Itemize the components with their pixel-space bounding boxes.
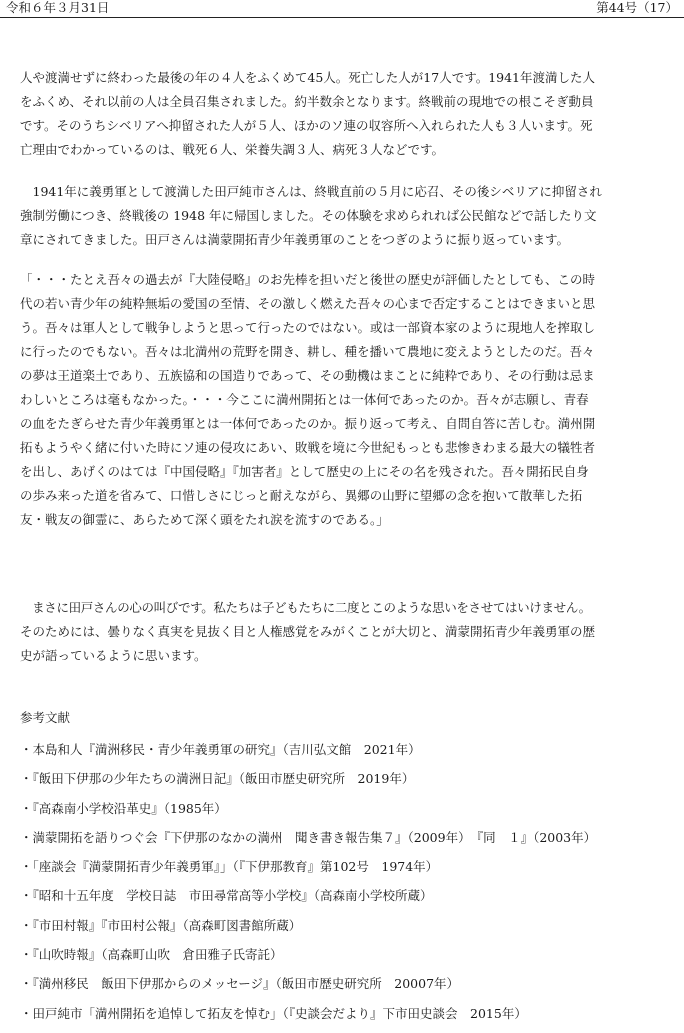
references-heading: 参考文献 (20, 710, 71, 725)
text-line: に行ったのでもない。吾々は北満州の荒野を開き、耕し、種を播いて農地に変えようとしたのだ。吾々 (20, 344, 595, 359)
text-line: 「・・・たとえ吾々の過去が『大陸侵略』のお先棒を担いだと後世の歴史が評価したとしても、この時 (20, 272, 596, 287)
paragraph-conclusion (20, 596, 672, 668)
reference-item: ・「座談会『満蒙開拓青少年義勇軍』」（『下伊那教育』第102号 1974年） (20, 859, 439, 875)
header-divider (0, 17, 684, 18)
paragraph-tado-quote (20, 268, 672, 532)
text-line: を出し、あげくのはては『中国侵略』『加害者』として歴史の上にその名を残された。吾々開拓民自身 (20, 464, 589, 479)
text-line: 章にされてきました。田戸さんは満蒙開拓青少年義勇軍のことをつぎのように振り返っています。 (20, 232, 570, 247)
text-line: まさに田戸さんの心の叫びです。私たちは子どもたちに二度とこのような思いをさせてはいけません。 (20, 600, 591, 615)
reference-item: ・本島和人『満洲移民・青少年義勇軍の研究』（吉川弘文館 2021年） (20, 742, 421, 757)
text-line: う。吾々は軍人として戦争しようと思って行ったのではない。或は一部資本家のように現地人を搾取し (20, 320, 596, 335)
text-line: わしいところは毫もなかった。・・・今ここに満州開拓とは一体何であったのか。吾々が志願し、青春 (20, 392, 589, 407)
reference-item: ・田戸純市「満州開拓を追悼して拓友を悼む」（『史談会だより』下市田史談会 2015年） (20, 1005, 527, 1021)
reference-item: ・満蒙開拓を語りつぐ会『下伊那のなかの満州 聞き書き報告集７』（2009年） 『同 １』（2003年） (20, 829, 597, 845)
page-header (0, 0, 684, 16)
reference-item: ・『昭和十五年度 学校日誌 市田尋常高等小学校』（高森南小学校所蔵） (20, 888, 433, 904)
text-line: 史が語っているように思います。 (20, 648, 207, 663)
text-line: の夢は王道楽土であり、五族協和の国造りであって、その動機はまことに純粋であり、その行動は忌ま (20, 368, 595, 383)
paragraph-tado-introduction (20, 180, 672, 252)
text-line: 人や渡満せずに終わった最後の年の４人をふくめて45人。死亡した人が17人です。1941年渡満した人 (20, 70, 595, 85)
reference-item: ・『高森南小学校沿革史』（1985年） (20, 800, 227, 816)
text-line: 1941年に義勇軍として渡満した田戸純市さんは、終戦直前の５月に応召、その後シベリアに抑留され (20, 184, 602, 199)
reference-item: ・『満州移民 飯田下伊那からのメッセージ』（飯田市歴史研究所 20007年） (20, 976, 460, 992)
header-date: 令和６年３月31日 (6, 0, 110, 15)
text-line: をふくめ、それ以前の人は全員召集されました。約半数余となります。終戦前の現地での根こそぎ動員 (20, 94, 594, 109)
text-line: 亡理由でわかっているのは、戦死６人、栄養失調３人、病死３人などです。 (20, 142, 445, 157)
paragraph-survey-results (20, 66, 672, 162)
text-line: の歩み来った道を省みて、口惜しさにじっと耐えながら、異郷の山野に望郷の念を抱いて散華した拓 (20, 488, 583, 503)
text-line: 代の若い青少年の純粋無垢の愛国の至情、その激しく燃えた吾々の心まで否定することはできまいと思 (20, 296, 596, 311)
text-line: です。そのうちシベリアへ抑留された人が５人、ほかのソ連の収容所へ入れられた人も３人います。死 (20, 118, 593, 133)
text-line: の血をたぎらせた青少年義勇軍とは一体何であったのか。振り返って考え、自問自答に苦しむ。満州開 (20, 416, 596, 431)
text-line: そのためには、曇りなく真実を見抜く目と人権感覚をみがくことが大切と、満蒙開拓青少年義勇軍の歴 (20, 624, 596, 639)
text-line: 拓もようやく緒に付いた時にソ連の侵攻にあい、敗戦を境に今世紀もっとも悲惨きわまる最大の犠牲者 (20, 440, 596, 455)
reference-item: ・『市田村報』『市田村公報』（高森町図書館所蔵） (20, 917, 302, 933)
reference-item: ・『飯田下伊那の少年たちの満洲日記』（飯田市歴史研究所 2019年） (20, 771, 415, 787)
references-list (20, 740, 672, 1033)
text-line: 友・戦友の御霊に、あらためて深く頭をたれ涙を流すのである。」 (20, 512, 389, 527)
header-issue-number: 第44号（17） (596, 0, 678, 15)
text-line: 強制労働につき、終戦後の 1948 年に帰国しました。その体験を求められれば公民館などで話したり文 (20, 208, 597, 223)
reference-item: ・『山吹時報』（高森町山吹 倉田雅子氏寄託） (20, 947, 283, 963)
